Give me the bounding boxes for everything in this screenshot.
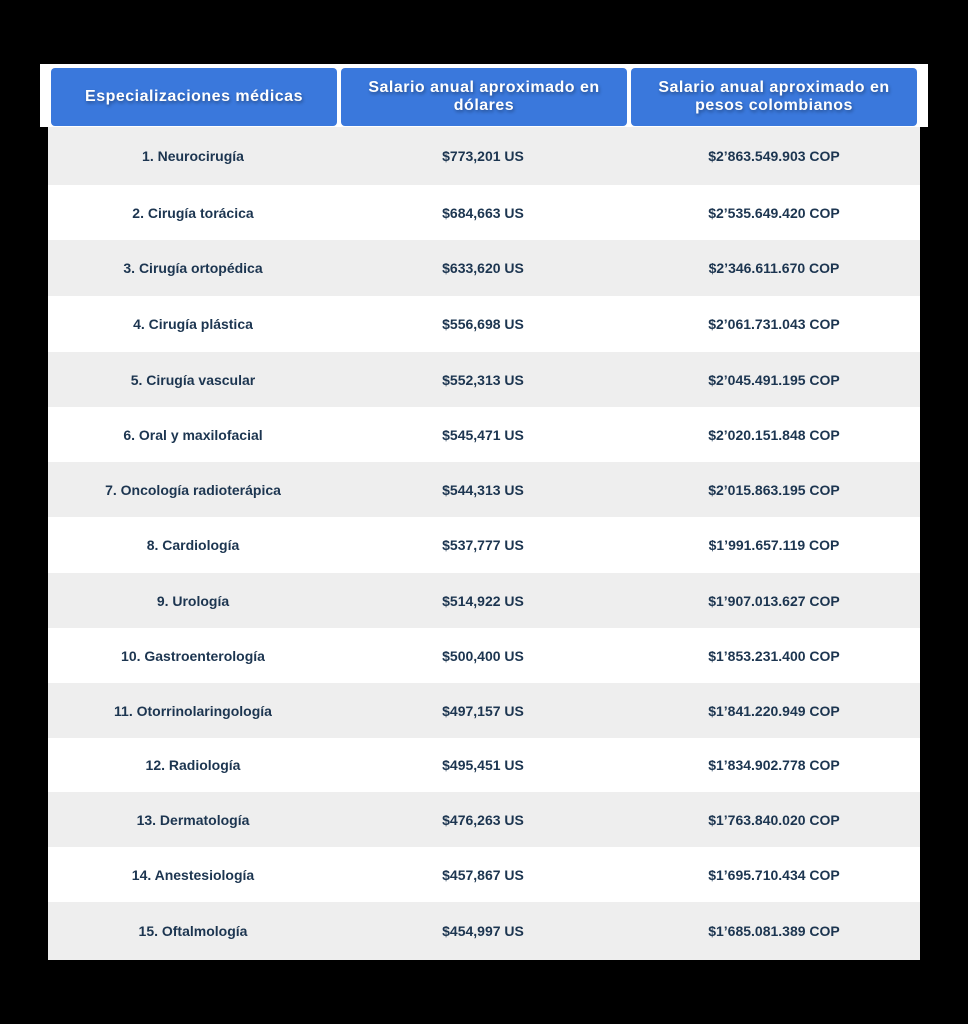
- usd-cell: $684,663 US: [442, 204, 524, 221]
- cop-cell: $2’020.151.848 COP: [708, 426, 840, 443]
- specialty-cell: 12. Radiología: [145, 757, 241, 773]
- usd-cell: $633,620 US: [442, 260, 524, 276]
- usd-cell: $556,698 US: [442, 316, 524, 332]
- specialty-cell: 13. Dermatología: [136, 811, 250, 828]
- cop-cell: $2’535.649.420 COP: [708, 204, 840, 221]
- cop-cell: $1’991.657.119 COP: [708, 537, 840, 553]
- cop-cell: $1’853.231.400 COP: [708, 647, 840, 664]
- usd-cell: $544,313 US: [442, 481, 524, 498]
- table-row: [48, 902, 920, 960]
- table-row: [48, 127, 920, 185]
- cop-cell: $1’841.220.949 COP: [708, 702, 840, 719]
- table-row: [48, 847, 920, 902]
- specialty-cell: 6. Oral y maxilofacial: [123, 426, 263, 443]
- header-cop: Salario anual aproximado en pesos colombianos: [631, 68, 917, 126]
- usd-cell: $454,997 US: [442, 923, 524, 939]
- specialty-cell: 11. Otorrinolaringología: [114, 702, 272, 719]
- usd-cell: $545,471 US: [442, 426, 524, 443]
- specialty-cell: 2. Cirugía torácica: [132, 204, 254, 221]
- specialty-cell: 10. Gastroenterología: [121, 647, 265, 664]
- table-row: [48, 792, 920, 847]
- specialty-cell: 5. Cirugía vascular: [130, 371, 256, 388]
- specialty-cell: 9. Urología: [156, 592, 230, 609]
- table-header: [40, 64, 928, 127]
- table-row: [48, 628, 920, 683]
- table-row: [48, 462, 920, 517]
- specialty-cell: 4. Cirugía plástica: [133, 316, 253, 332]
- specialty-cell: 3. Cirugía ortopédica: [123, 260, 263, 276]
- table-row: [48, 738, 920, 792]
- specialty-cell: 1. Neurocirugía: [142, 148, 244, 164]
- header-usd: Salario anual aproximado en dólares: [341, 68, 627, 126]
- cop-cell: $1’834.902.778 COP: [708, 757, 840, 773]
- table-row: [48, 185, 920, 240]
- table-row: [48, 683, 920, 738]
- table-row: [48, 517, 920, 573]
- specialty-cell: 7. Oncología radioterápica: [105, 481, 281, 498]
- usd-cell: $497,157 US: [442, 702, 524, 719]
- usd-cell: $476,263 US: [442, 811, 524, 828]
- cop-cell: $2’346.611.670 COP: [708, 260, 840, 276]
- usd-cell: $514,922 US: [442, 592, 524, 609]
- header-specialty: Especializaciones médicas: [51, 68, 337, 126]
- table-row: [48, 407, 920, 462]
- usd-cell: $457,867 US: [442, 866, 524, 883]
- usd-cell: $552,313 US: [442, 371, 524, 388]
- cop-cell: $1’763.840.020 COP: [708, 811, 840, 828]
- cop-cell: $1’685.081.389 COP: [708, 923, 840, 939]
- cop-cell: $2’045.491.195 COP: [708, 371, 840, 388]
- cop-cell: $2’015.863.195 COP: [708, 481, 840, 498]
- salary-table-body: [48, 127, 920, 960]
- specialty-cell: 15. Oftalmología: [138, 923, 248, 939]
- table-row: [48, 240, 920, 296]
- table-row: [48, 296, 920, 352]
- usd-cell: $537,777 US: [442, 537, 524, 553]
- cop-cell: $2’863.549.903 COP: [708, 148, 840, 164]
- usd-cell: $773,201 US: [442, 148, 524, 164]
- usd-cell: $500,400 US: [442, 647, 524, 664]
- table-row: [48, 573, 920, 628]
- cop-cell: $1’695.710.434 COP: [708, 866, 840, 883]
- cop-cell: $2’061.731.043 COP: [708, 316, 840, 332]
- specialty-cell: 8. Cardiología: [146, 537, 240, 553]
- specialty-cell: 14. Anestesiología: [131, 866, 255, 883]
- usd-cell: $495,451 US: [442, 757, 524, 773]
- table-row: [48, 352, 920, 407]
- cop-cell: $1’907.013.627 COP: [708, 592, 840, 609]
